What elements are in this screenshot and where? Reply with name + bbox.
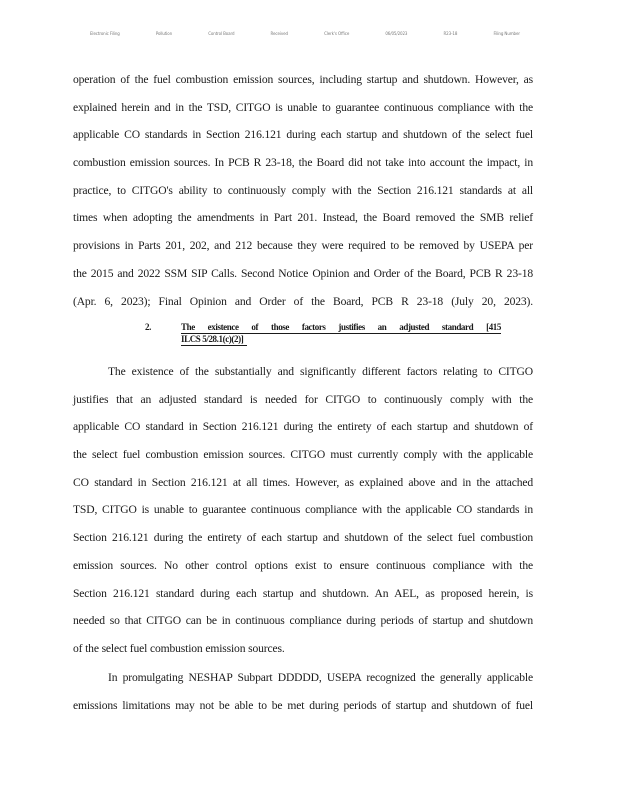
header-fragment: Pollution	[155, 30, 173, 36]
text-line: explained herein and in the TSD, CITGO is unable to guarantee continuous compliance with the	[73, 100, 533, 114]
heading-text	[181, 322, 501, 346]
filing-header-stamp	[90, 29, 520, 37]
heading-number: 2.	[145, 322, 151, 332]
text-line: emissions limitations may not be able to be met during periods of startup and shutdown of fuel	[73, 698, 533, 712]
text-line: Section 216.121 during the entirety of each startup and shutdown of the select fuel combustion	[73, 531, 533, 545]
header-fragment: 06/05/2023	[385, 30, 408, 36]
text-line: the select fuel combustion emission sources. CITGO must currently comply with the applicable	[73, 448, 533, 462]
header-fragment: Clerk's Office	[324, 30, 350, 36]
text-line: applicable CO standard in Section 216.121 during the entirety of each startup and shutdown of	[73, 420, 533, 434]
paragraph-3	[73, 664, 533, 719]
text-line: (Apr. 6, 2023); Final Opinion and Order of the Board, PCB R 23-18 (July 20, 2023).	[73, 294, 533, 308]
text-line: CO standard in Section 216.121 at all times. However, as explained above and in the attached	[73, 475, 533, 489]
text-line: TSD, CITGO is unable to guarantee continuous compliance with the applicable CO standards in	[73, 503, 533, 517]
header-fragment: Received	[270, 30, 288, 36]
header-fragment: Electronic Filing	[90, 30, 120, 36]
text-line: practice, to CITGO's ability to continuously comply with the Section 216.121 standards at all	[73, 183, 533, 197]
heading-line: The existence of those factors justifies an adjusted standard [415	[181, 322, 501, 332]
text-line: combustion emission sources. In PCB R 23-18, the Board did not take into account the impact, in	[73, 156, 533, 170]
text-line: emission sources. No other control options exist to ensure continuous compliance with the	[73, 558, 533, 572]
heading-line: ILCS 5/28.1(c)(2)]	[181, 334, 247, 346]
text-line: operation of the fuel combustion emission sources, including startup and shutdown. However, as	[73, 73, 533, 86]
header-fragment: Control Board	[208, 30, 235, 36]
header-fragment: Filing Number	[493, 30, 520, 36]
text-line: In promulgating NESHAP Subpart DDDDD, USEPA recognized the generally applicable	[108, 671, 533, 684]
text-line: The existence of the substantially and significantly different factors relating to CITGO	[108, 365, 533, 378]
text-line: times when adopting the amendments in Part 201. Instead, the Board removed the SMB relief	[73, 211, 533, 225]
text-line: provisions in Parts 201, 202, and 212 because they were required to be removed by USEPA per	[73, 239, 533, 253]
paragraph-2	[73, 358, 533, 663]
text-line: Section 216.121 standard during each startup and shutdown. An AEL, as proposed herein, is	[73, 586, 533, 600]
paragraph-1	[73, 66, 533, 315]
text-line: of the select fuel combustion emission sources.	[73, 641, 285, 655]
text-line: the 2015 and 2022 SSM SIP Calls. Second Notice Opinion and Order of the Board, PCB R 23-18	[73, 266, 533, 280]
text-line: justifies that an adjusted standard is needed for CITGO to continuously comply with the	[73, 392, 533, 406]
header-fragment: R23-18	[443, 30, 458, 36]
text-line: applicable CO standards in Section 216.121 during each startup and shutdown of the select fuel	[73, 128, 533, 142]
text-line: needed so that CITGO can be in continuous compliance during periods of startup and shutdown	[73, 614, 533, 628]
